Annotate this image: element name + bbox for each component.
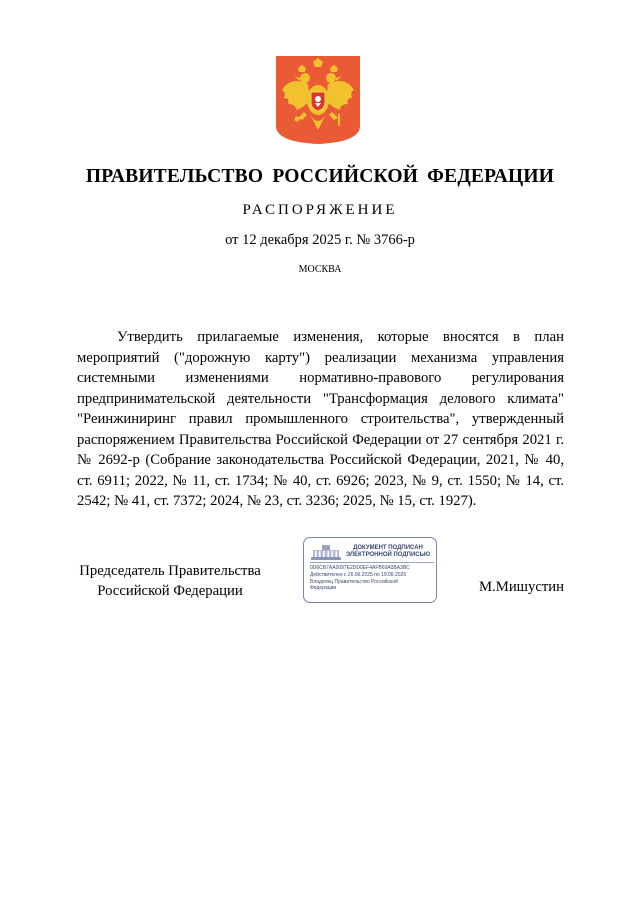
signer-name: М.Мишустин: [479, 579, 564, 595]
stamp-divider: [310, 562, 434, 563]
stamp-owner-line2: Федерации: [310, 585, 337, 591]
document-type: РАСПОРЯЖЕНИЕ: [242, 202, 398, 218]
signer-position: [60, 561, 280, 601]
government-title: ПРАВИТЕЛЬСТВО РОССИЙСКОЙ ФЕДЕРАЦИИ: [85, 166, 555, 187]
signer-position-line2: Российской Федерации: [97, 583, 243, 599]
document-date-number: от 12 декабря 2025 г. № 3766-р: [225, 232, 415, 248]
electronic-signature-stamp: [303, 537, 437, 603]
order-paragraph: Утвердить прилагаемые изменения, которые вносятся в план мероприятий ("дорожную карту") реализации механизма управления системными изменениями нормативно-правового регулирования предпринимательской деятельности "Трансформация делового климата" "Реинжиниринг правил промышленного строительства", утвержденный распоряжением Правительства Российской Федерации от 27 сентября 2021 г. № 2692-р (Собрание законодательства Российской Федерации, 2021, № 40, ст. 6911; 2022, № 11, ст. 1734; № 40, ст. 6926; 2023, № 9, ст. 1550; № 14, ст. 2542; № 41, ст. 7372; 2024, № 23, ст. 3236; 2025, № 15, ст. 1927).: [77, 329, 564, 509]
stamp-heading-line2: ЭЛЕКТРОННОЙ ПОДПИСЬЮ: [345, 552, 431, 558]
stamp-heading: [342, 545, 434, 559]
document-city: МОСКВА: [298, 264, 342, 275]
stamp-validity: Действителен с 26.06.2025 по 19.09.2026: [310, 572, 407, 578]
stamp-owner-line1: Владелец Правительство Российской: [310, 579, 398, 585]
government-building-icon: [311, 544, 341, 560]
coat-of-arms-icon: [276, 56, 360, 144]
stamp-heading-line1: ДОКУМЕНТ ПОДПИСАН: [353, 545, 423, 551]
stamp-serial: 0D6CB7AA0097E2DD0EF4AFB69A0BA3BC: [310, 565, 410, 571]
signer-position-line1: Председатель Правительства: [79, 563, 261, 579]
